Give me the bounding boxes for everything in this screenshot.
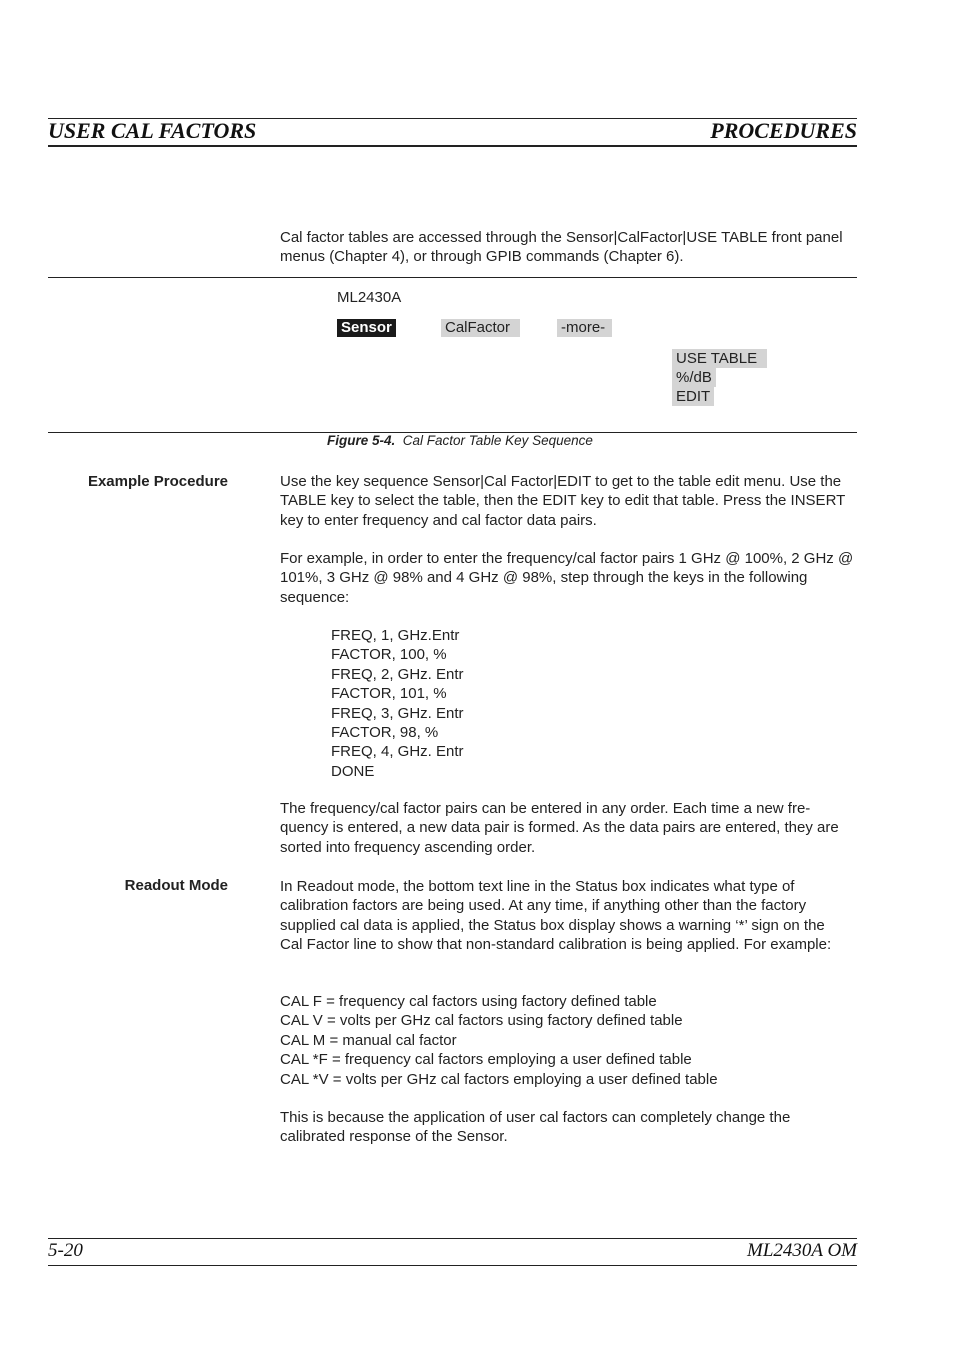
percent-db-key[interactable]: %/dB: [672, 368, 716, 387]
header-section-title: USER CAL FACTORS: [48, 118, 257, 143]
cal-code-line: CAL V = volts per GHz cal factors using factory defined table: [280, 1012, 683, 1030]
sequence-step: FREQ, 1, GHz.Entr: [331, 627, 460, 644]
example-paragraph-1: Use the key sequence Sensor|Cal Factor|EDIT to get to the table edit menu. Use the TABLE key to select the table, then the EDIT key to edit that table. Press the INSERT key to enter frequency and cal factor data pairs.: [280, 473, 846, 529]
calfactor-key[interactable]: CalFactor: [441, 319, 520, 337]
more-key[interactable]: -more-: [557, 319, 612, 337]
cal-code-line: CAL M = manual cal factor: [280, 1031, 457, 1049]
header-chapter-title: PROCEDURES: [710, 118, 857, 143]
sequence-step: FREQ, 3, GHz. Entr: [331, 704, 464, 722]
edit-key[interactable]: EDIT: [672, 387, 714, 406]
manual-name: ML2430A OM: [747, 1240, 857, 1261]
example-procedure-heading: Example Procedure: [87, 473, 228, 490]
header-bottom-rule: [48, 145, 857, 147]
sequence-step: FACTOR, 100, %: [331, 646, 447, 664]
sequence-step: FREQ, 4, GHz. Entr: [331, 743, 464, 761]
figure-caption-text: Cal Factor Table Key Sequence: [402, 433, 593, 448]
figure-top-rule: [48, 277, 857, 278]
key-sequence-list: [331, 626, 631, 781]
cal-code-line: CAL *V = volts per GHz cal factors employing a user defined table: [280, 1070, 718, 1088]
footer-top-rule: [48, 1238, 857, 1239]
intro-paragraph: Cal factor tables are accessed through the Sensor|CalFactor|USE TABLE front panel menus (Chapter 4), or through GPIB commands (Chapter 6).: [280, 229, 843, 266]
sequence-step: FACTOR, 98, %: [331, 723, 439, 741]
sensor-key[interactable]: Sensor: [337, 319, 396, 337]
sequence-step: FACTOR, 101, %: [331, 685, 447, 703]
readout-paragraph-2: This is because the application of user cal factors can completely change the calibrated response of the Sensor.: [280, 1109, 791, 1146]
readout-mode-heading: Readout Mode: [124, 877, 228, 894]
readout-paragraph-1: In Readout mode, the bottom text line in the Status box indicates what type of calibration factors are being used. At any time, if anything other than the factory supplied cal data is applied, the Status box display shows a warning ‘*’ sign on the Cal Factor line to show that non-standard calibration is being applied. For example:: [280, 878, 832, 954]
cal-code-line: CAL *F = frequency cal factors employing a user defined table: [280, 1051, 692, 1069]
figure-caption-number: Figure 5-4.: [327, 433, 396, 448]
example-paragraph-3: The frequency/cal factor pairs can be entered in any order. Each time a new fre-quency is entered, a new data pair is formed. As the data pairs are entered, they are sorted into frequency ascending order.: [280, 800, 839, 856]
sequence-step: FREQ, 2, GHz. Entr: [331, 665, 464, 683]
example-paragraph-2: For example, in order to enter the frequency/cal factor pairs 1 GHz @ 100%, 2 GHz @ 101%, 3 GHz @ 98% and 4 GHz @ 98%, step through the keys in the following sequence:: [280, 550, 854, 606]
page-number: 5-20: [48, 1240, 83, 1261]
device-label: ML2430A: [337, 289, 402, 306]
sequence-step: DONE: [331, 762, 375, 780]
use-table-key[interactable]: USE TABLE: [672, 349, 767, 368]
figure-caption: [327, 433, 593, 448]
cal-code-line: CAL F = frequency cal factors using factory defined table: [280, 993, 657, 1010]
footer-bottom-rule: [48, 1265, 857, 1266]
cal-codes-list: [280, 992, 855, 1089]
